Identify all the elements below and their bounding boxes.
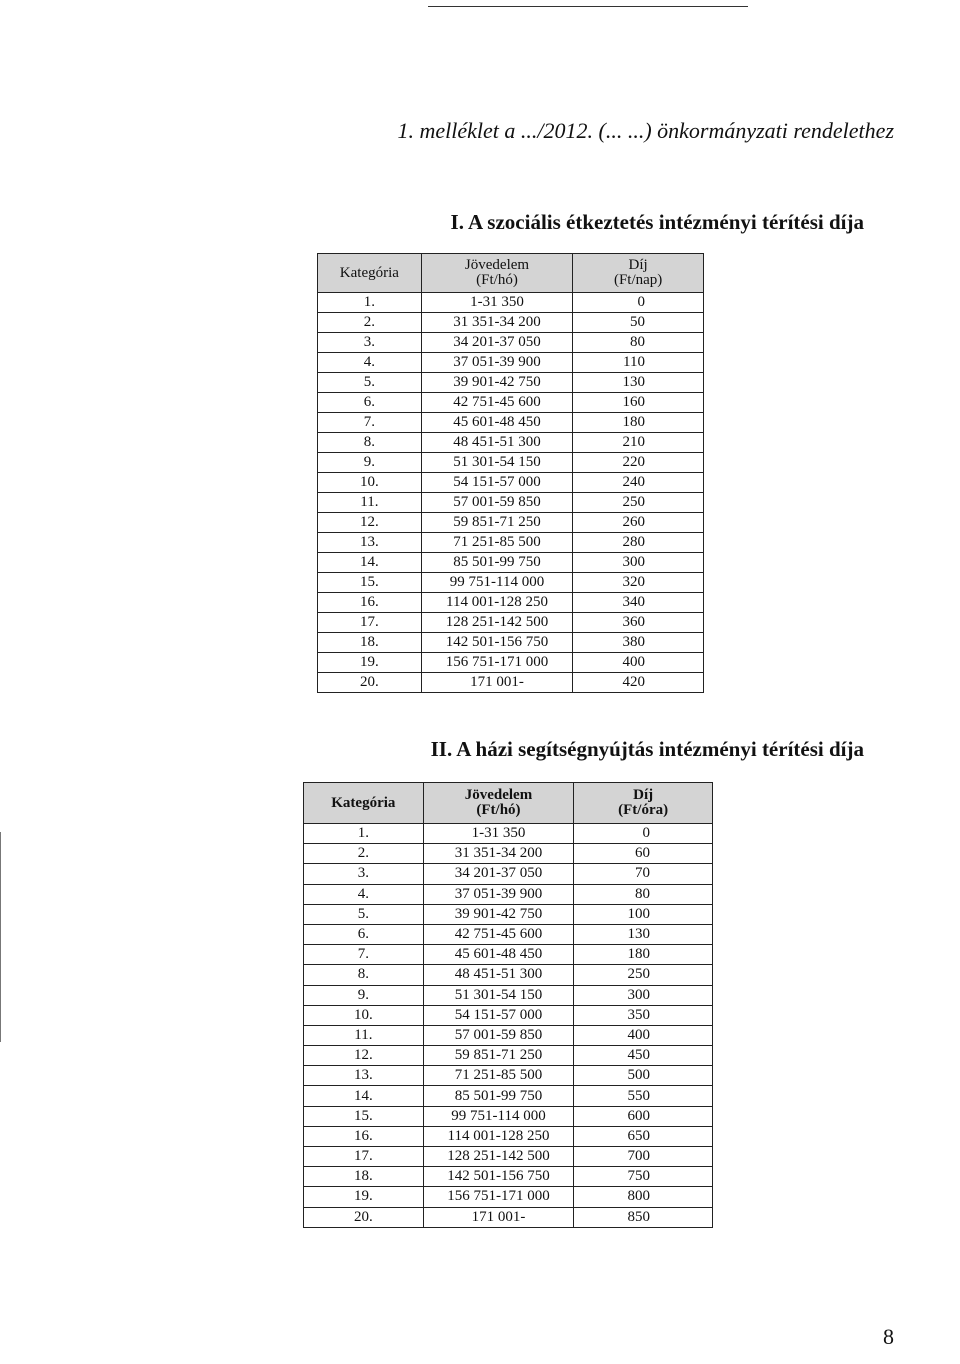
fee-cell: 600 xyxy=(574,1106,713,1126)
category-cell: 18. xyxy=(318,633,422,653)
table-row xyxy=(304,945,713,965)
income-cell: 45 601-48 450 xyxy=(423,945,574,965)
fee-cell: 700 xyxy=(574,1147,713,1167)
table-row xyxy=(304,1187,713,1207)
category-cell: 20. xyxy=(318,673,422,693)
income-cell: 45 601-48 450 xyxy=(421,413,573,433)
income-cell: 54 151-57 000 xyxy=(423,1005,574,1025)
table-row xyxy=(318,373,704,393)
fee-cell: 0 xyxy=(573,293,704,313)
category-cell: 6. xyxy=(318,393,422,413)
meal-fee-rows xyxy=(318,293,704,693)
table-row xyxy=(304,1046,713,1066)
fee-cell: 300 xyxy=(574,985,713,1005)
income-cell: 39 901-42 750 xyxy=(423,904,574,924)
fee-cell: 450 xyxy=(574,1046,713,1066)
fee-cell: 220 xyxy=(573,453,704,473)
table-row xyxy=(318,533,704,553)
category-cell: 15. xyxy=(318,573,422,593)
category-cell: 5. xyxy=(318,373,422,393)
income-cell: 31 351-34 200 xyxy=(423,844,574,864)
category-cell: 4. xyxy=(304,884,424,904)
fee-cell: 240 xyxy=(573,473,704,493)
fee-cell: 0 xyxy=(574,824,713,844)
income-cell: 128 251-142 500 xyxy=(421,613,573,633)
category-cell: 10. xyxy=(304,1005,424,1025)
category-cell: 17. xyxy=(304,1147,424,1167)
income-cell: 54 151-57 000 xyxy=(421,473,573,493)
fee-cell: 80 xyxy=(574,884,713,904)
category-cell: 3. xyxy=(304,864,424,884)
income-cell: 99 751-114 000 xyxy=(421,573,573,593)
section-2-title: II. A házi segítségnyújtás intézményi térítési díja xyxy=(430,737,864,761)
margin-line xyxy=(0,832,1,1042)
table-row xyxy=(304,1167,713,1187)
fee-cell: 250 xyxy=(573,493,704,513)
table-row xyxy=(304,824,713,844)
category-cell: 19. xyxy=(304,1187,424,1207)
header-rule xyxy=(428,6,748,7)
fee-cell: 130 xyxy=(574,924,713,944)
category-cell: 13. xyxy=(318,533,422,553)
income-cell: 114 001-128 250 xyxy=(421,593,573,613)
category-cell: 12. xyxy=(318,513,422,533)
income-cell: 51 301-54 150 xyxy=(423,985,574,1005)
category-cell: 2. xyxy=(304,844,424,864)
fee-cell: 80 xyxy=(573,333,704,353)
income-cell: 142 501-156 750 xyxy=(421,633,573,653)
home-care-fee-rows xyxy=(304,824,713,1228)
category-cell: 11. xyxy=(318,493,422,513)
income-cell: 171 001- xyxy=(423,1207,574,1227)
table-row xyxy=(318,393,704,413)
table-row xyxy=(318,653,704,673)
table-row xyxy=(304,1005,713,1025)
fee-cell: 420 xyxy=(573,673,704,693)
income-cell: 37 051-39 900 xyxy=(421,353,573,373)
table-row xyxy=(304,965,713,985)
fee-cell: 500 xyxy=(574,1066,713,1086)
table-row xyxy=(304,985,713,1005)
page-number: 8 xyxy=(883,1324,894,1349)
fee-cell: 550 xyxy=(574,1086,713,1106)
home-care-fee-table xyxy=(303,782,713,1228)
fee-cell: 400 xyxy=(574,1025,713,1045)
category-cell: 14. xyxy=(304,1086,424,1106)
category-cell: 12. xyxy=(304,1046,424,1066)
income-cell: 51 301-54 150 xyxy=(421,453,573,473)
meal-fee-table xyxy=(317,253,704,693)
table-row xyxy=(318,453,704,473)
category-cell: 8. xyxy=(304,965,424,985)
table-row xyxy=(304,864,713,884)
table-row xyxy=(304,1086,713,1106)
income-cell: 85 501-99 750 xyxy=(421,553,573,573)
category-cell: 16. xyxy=(304,1126,424,1146)
table-row xyxy=(318,673,704,693)
table-row xyxy=(318,293,704,313)
fee-cell: 750 xyxy=(574,1167,713,1187)
fee-cell: 360 xyxy=(573,613,704,633)
fee-cell: 50 xyxy=(573,313,704,333)
income-cell: 39 901-42 750 xyxy=(421,373,573,393)
income-cell: 1-31 350 xyxy=(421,293,573,313)
category-cell: 17. xyxy=(318,613,422,633)
fee-cell: 800 xyxy=(574,1187,713,1207)
fee-cell: 210 xyxy=(573,433,704,453)
category-cell: 7. xyxy=(318,413,422,433)
fee-cell: 130 xyxy=(573,373,704,393)
income-cell: 85 501-99 750 xyxy=(423,1086,574,1106)
table-row xyxy=(304,1106,713,1126)
fee-cell: 380 xyxy=(573,633,704,653)
column-header-category: Kategória xyxy=(304,783,424,824)
category-cell: 10. xyxy=(318,473,422,493)
fee-cell: 250 xyxy=(574,965,713,985)
table-row xyxy=(318,633,704,653)
fee-cell: 60 xyxy=(574,844,713,864)
fee-cell: 70 xyxy=(574,864,713,884)
fee-cell: 320 xyxy=(573,573,704,593)
income-cell: 128 251-142 500 xyxy=(423,1147,574,1167)
fee-cell: 180 xyxy=(574,945,713,965)
category-cell: 1. xyxy=(318,293,422,313)
income-cell: 48 451-51 300 xyxy=(423,965,574,985)
category-cell: 18. xyxy=(304,1167,424,1187)
table-row xyxy=(304,924,713,944)
income-cell: 156 751-171 000 xyxy=(421,653,573,673)
table-header-row xyxy=(318,254,704,293)
table-row xyxy=(304,1147,713,1167)
fee-cell: 260 xyxy=(573,513,704,533)
table-row xyxy=(318,473,704,493)
fee-cell: 350 xyxy=(574,1005,713,1025)
table-row xyxy=(304,844,713,864)
table-row xyxy=(304,904,713,924)
income-cell: 57 001-59 850 xyxy=(423,1025,574,1045)
income-cell: 59 851-71 250 xyxy=(421,513,573,533)
income-cell: 156 751-171 000 xyxy=(423,1187,574,1207)
income-cell: 57 001-59 850 xyxy=(421,493,573,513)
table-row xyxy=(318,313,704,333)
income-cell: 31 351-34 200 xyxy=(421,313,573,333)
category-cell: 14. xyxy=(318,553,422,573)
annex-title: 1. melléklet a .../2012. (... ...) önkormányzati rendelethez xyxy=(397,118,894,143)
income-cell: 142 501-156 750 xyxy=(423,1167,574,1187)
table-row xyxy=(304,1066,713,1086)
table-row xyxy=(304,1025,713,1045)
income-cell: 34 201-37 050 xyxy=(421,333,573,353)
category-cell: 13. xyxy=(304,1066,424,1086)
income-cell: 1-31 350 xyxy=(423,824,574,844)
table-header-row xyxy=(304,783,713,824)
fee-cell: 650 xyxy=(574,1126,713,1146)
fee-cell: 180 xyxy=(573,413,704,433)
income-cell: 114 001-128 250 xyxy=(423,1126,574,1146)
income-cell: 59 851-71 250 xyxy=(423,1046,574,1066)
table-row xyxy=(318,413,704,433)
category-cell: 5. xyxy=(304,904,424,924)
table-row xyxy=(304,1126,713,1146)
income-cell: 171 001- xyxy=(421,673,573,693)
table-row xyxy=(304,884,713,904)
category-cell: 6. xyxy=(304,924,424,944)
category-cell: 8. xyxy=(318,433,422,453)
section-1-title: I. A szociális étkeztetés intézményi térítési díja xyxy=(450,210,864,234)
income-cell: 42 751-45 600 xyxy=(423,924,574,944)
table-row xyxy=(318,553,704,573)
column-header-income: Jövedelem (Ft/hó) xyxy=(421,254,573,293)
category-cell: 20. xyxy=(304,1207,424,1227)
fee-cell: 400 xyxy=(573,653,704,673)
table-row xyxy=(318,593,704,613)
fee-cell: 280 xyxy=(573,533,704,553)
income-cell: 99 751-114 000 xyxy=(423,1106,574,1126)
column-header-fee: Díj (Ft/nap) xyxy=(573,254,704,293)
fee-cell: 300 xyxy=(573,553,704,573)
category-cell: 9. xyxy=(304,985,424,1005)
category-cell: 1. xyxy=(304,824,424,844)
table-row xyxy=(318,433,704,453)
table-row xyxy=(318,573,704,593)
fee-cell: 160 xyxy=(573,393,704,413)
column-header-fee: Díj (Ft/óra) xyxy=(574,783,713,824)
table-row xyxy=(318,513,704,533)
category-cell: 4. xyxy=(318,353,422,373)
table-row xyxy=(318,353,704,373)
income-cell: 48 451-51 300 xyxy=(421,433,573,453)
category-cell: 11. xyxy=(304,1025,424,1045)
income-cell: 42 751-45 600 xyxy=(421,393,573,413)
fee-cell: 110 xyxy=(573,353,704,373)
category-cell: 19. xyxy=(318,653,422,673)
table-row xyxy=(318,493,704,513)
table-row xyxy=(318,333,704,353)
income-cell: 71 251-85 500 xyxy=(421,533,573,553)
category-cell: 7. xyxy=(304,945,424,965)
income-cell: 71 251-85 500 xyxy=(423,1066,574,1086)
category-cell: 2. xyxy=(318,313,422,333)
category-cell: 9. xyxy=(318,453,422,473)
fee-cell: 850 xyxy=(574,1207,713,1227)
fee-cell: 340 xyxy=(573,593,704,613)
category-cell: 3. xyxy=(318,333,422,353)
category-cell: 16. xyxy=(318,593,422,613)
table-row xyxy=(318,613,704,633)
column-header-category: Kategória xyxy=(318,254,422,293)
column-header-income: Jövedelem (Ft/hó) xyxy=(423,783,574,824)
fee-cell: 100 xyxy=(574,904,713,924)
category-cell: 15. xyxy=(304,1106,424,1126)
income-cell: 37 051-39 900 xyxy=(423,884,574,904)
income-cell: 34 201-37 050 xyxy=(423,864,574,884)
table-row xyxy=(304,1207,713,1227)
